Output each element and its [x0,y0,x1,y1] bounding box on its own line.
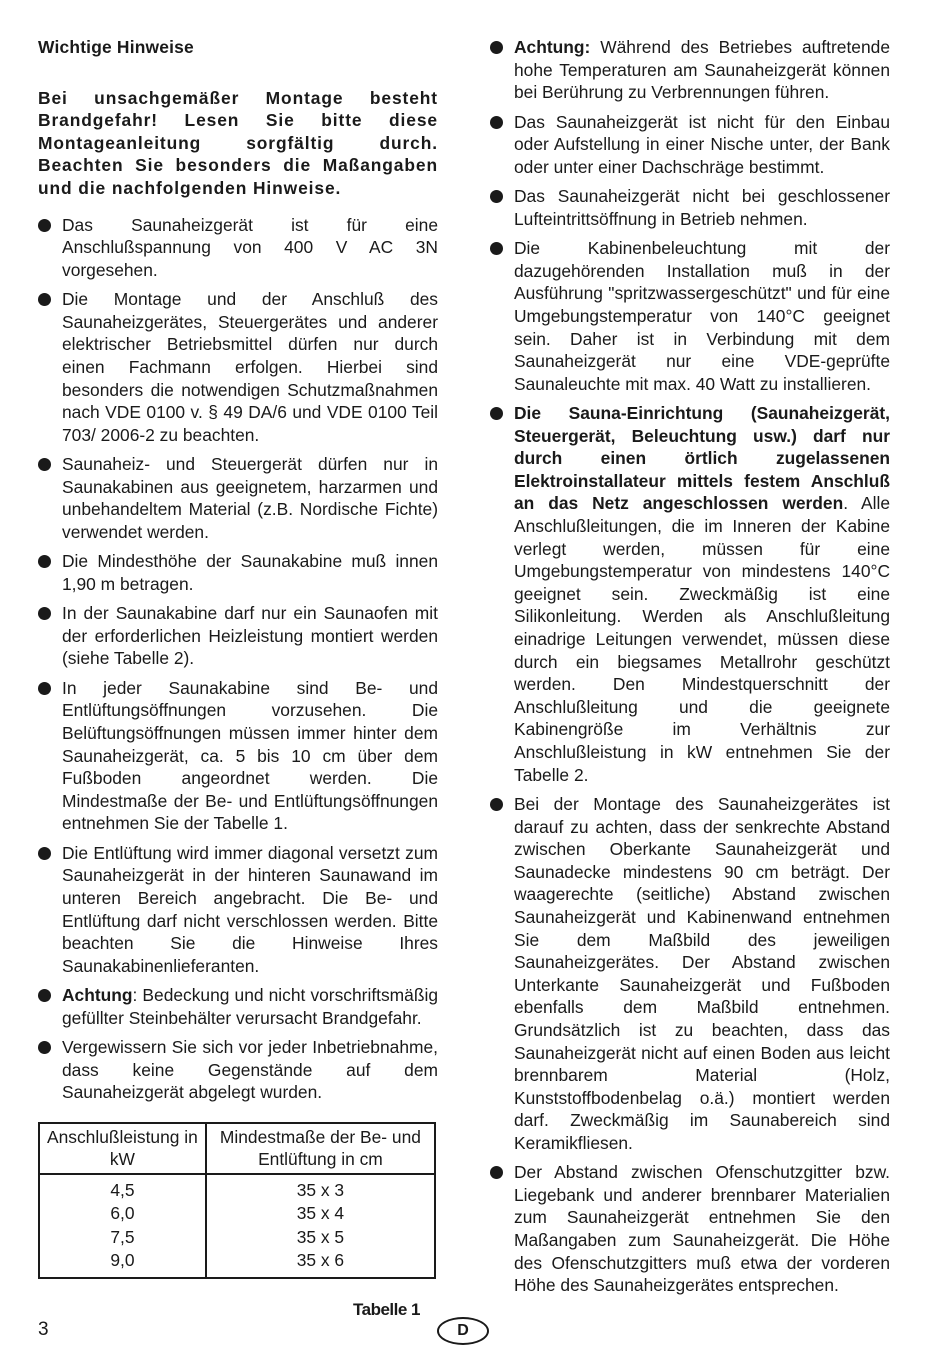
table-cell-size: 35 x 5 [206,1226,435,1250]
fire-hazard-warning: Bei unsachgemäßer Montage besteht Brandgefahr! Lesen Sie bitte diese Montageanleitung sorgfältig durch. Beachten Sie besonders die Maßangaben und die nachfolgenden Hinweise. [38,87,438,198]
table-row [39,1249,435,1278]
table-cell-power: 9,0 [39,1249,206,1278]
table-cell-size: 35 x 4 [206,1202,435,1226]
achtung-label: Achtung [62,985,133,1006]
list-item-one-heater: In der Saunakabine darf nur ein Saunaofen mit der erforderlichen Heizleistung montiert werden (siehe Tabelle 2). [38,602,438,670]
list-item-no-niche: Das Saunaheizgerät ist nicht für den Einbau oder Aufstellung in einer Nische unter, der Bank oder unter einer Dachschräge bestimmt. [490,111,890,179]
list-item-material: Saunaheiz- und Steuergerät dürfen nur in Saunakabinen aus geeignetem, harzarmen und unbehandeltem Material (z.B. Nordische Fichte) verwendet werden. [38,453,438,543]
electrician-text: . Alle Anschlußleitungen, die im Inneren der Kabine verlegt werden, müssen für eine Umgebungstemperatur von mindestens 140°C geeignet sein. Zweckmäßig ist eine Silikonleitung. Werden als Anschlußleitung einadrige Leitungen verwendet, müssen diese durch ein biegsames Metallrohr geschützt werden. Den Mindestquerschnitt der Anschlußleitung und die geeignete Kabinengröße im Verhältnis zur Anschlußleistung in kW entnehmen Sie der Tabelle 2. [514,493,890,785]
left-column [38,36,438,1322]
list-item-ventilation: In jeder Saunakabine sind Be- und Entlüftungsöffnungen vorzusehen. Die Belüftungsöffnungen müssen immer hinter dem Saunaheizgerät, ca. 5 bis 10 cm über dem Fußboden angeordnet werden. Die Mindestmaße der Be- und Entlüftungsöffnungen entnehmen Sie der Tabelle 1. [38,677,438,835]
table-header-size: Mindestmaße der Be- und Entlüftung in cm [206,1123,435,1174]
table-header-power: Anschlußleistung in kW [39,1123,206,1174]
table-row [39,1202,435,1226]
list-item-achtung-burns [490,36,890,104]
achtung-text: Während des Betriebes auftretende hohe Temperaturen am Saunaheizgerät können bei Berührung zu Verbrennungen führen. [514,37,890,103]
list-item-air-inlet: Das Saunaheizgerät nicht bei geschlossener Lufteintrittsöffnung in Betrieb nehmen. [490,185,890,230]
table-cell-power: 4,5 [39,1174,206,1203]
list-item-electrician [490,402,890,786]
right-column [490,36,890,1304]
list-item-min-height: Die Mindesthöhe der Saunakabine muß innen 1,90 m betragen. [38,550,438,595]
list-item-installation: Die Montage und der Anschluß des Saunaheizgerätes, Steuergerätes und anderer elektrischer Betriebsmittel dürfen nur durch einen Fachmann erfolgen. Hierbei sind besonders die notwendigen Schutzmaßnahmen nach VDE 0100 v. § 49 DA/6 und VDE 0100 Teil 703/ 2006-2 zu beachten. [38,288,438,446]
list-item-clearances: Bei der Montage des Saunaheizgerätes ist darauf zu achten, dass der senkrechte Abstand zwischen Oberkante Saunaheizgerät und Saunadecke mindestens 90 cm beträgt. Der waagerechte (seitliche) Abstand zwischen Saunaheizgerät und Kabinenwand entnehmen Sie dem Maßbild des jeweiligen Saunaheizgerätes. Der Abstand zwischen Unterkante Saunaheizgerät und Fußboden ebenfalls dem Maßbild entnehmen. Grundsätzlich ist zu beachten, dass das Saunaheizgerät nicht auf einen Boden aus leicht brennbarem Material (Holz, Kunststoffbodenbelag o.ä.) montiert werden darf. Zweckmäßig im Saunabereich sind Keramikfliesen. [490,793,890,1155]
table-cell-size: 35 x 3 [206,1174,435,1203]
page-number: 3 [38,1319,49,1340]
list-item-no-objects: Vergewissern Sie sich vor jeder Inbetriebnahme, dass keine Gegenstände auf dem Saunaheizgerät abgelegt wurden. [38,1036,438,1104]
safety-notes-list-right [490,36,890,1297]
table-row [39,1174,435,1203]
list-item-exhaust: Die Entlüftung wird immer diagonal versetzt zum Saunaheizgerät in der hinteren Saunawand im unteren Bereich angebracht. Die Be- und Entlüftung darf nicht verschlossen werden. Bitte beachten Sie die Hinweise Ihres Saunakabinenlieferanten. [38,842,438,978]
electrician-bold-text: Die Sauna-Einrichtung (Saunaheizgerät, Steuergerät, Beleuchtung usw.) darf nur durch einen örtlich zugelassenen Elektroinstallateur mittels festem Anschluß an das Netz angeschlossen werden [514,403,890,514]
list-item-voltage: Das Saunaheizgerät ist für eine Anschlußspannung von 400 V AC 3N vorgesehen. [38,214,438,282]
section-title: Wichtige Hinweise [38,37,194,57]
list-item-guard-distance: Der Abstand zwischen Ofenschutzgitter bzw. Liegebank und anderer brennbarer Materialien zum Saunaheizgerät entnehmen Sie den Maßangaben zum Saunaheizgerät. Die Höhe des Ofenschutzgitters muß etwa der vorderen Höhe des Saunaheizgerätes entsprechen. [490,1161,890,1297]
safety-notes-list-left [38,214,438,1104]
table-row [39,1226,435,1250]
table-caption: Tabelle 1 [353,1299,420,1319]
list-item-lighting: Die Kabinenbeleuchtung mit der dazugehörenden Installation muß in der Ausführung "spritzwassergeschützt" und für eine Umgebungstemperatur von 140°C geeignet sein. Daher ist in Verbindung mit dem Saunaheizgerät nur eine VDE-geprüfte Saunaleuchte mit max. 40 Watt zu installieren. [490,237,890,395]
language-badge: D [437,1317,489,1345]
achtung-text: : Bedeckung und nicht vorschriftsmäßig gefüllter Steinbehälter verursacht Brandgefahr. [62,985,438,1028]
achtung-label: Achtung: [514,37,591,57]
ventilation-size-table [38,1122,436,1279]
table-cell-power: 7,5 [39,1226,206,1250]
table-cell-size: 35 x 6 [206,1249,435,1278]
list-item-achtung-cover [38,984,438,1029]
table-cell-power: 6,0 [39,1202,206,1226]
